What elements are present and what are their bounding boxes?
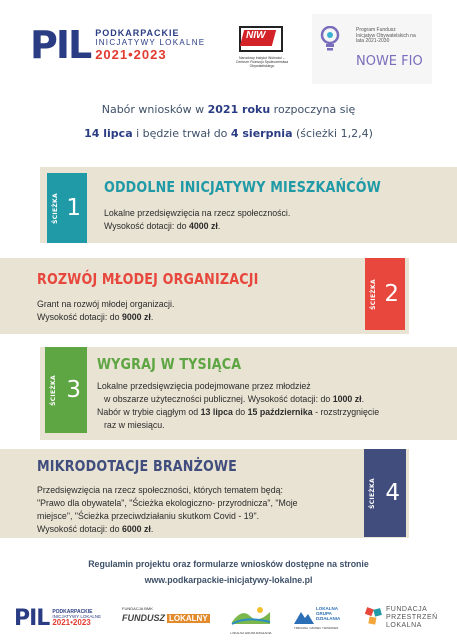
landscape-icon <box>230 604 272 626</box>
section-1-title: ODDOLNE INICJATYWY MIESZKAŃCÓW <box>104 178 381 196</box>
section-2-title: ROZWÓJ MŁODEJ ORGANIZACJI <box>37 270 259 288</box>
sponsor-fundusz-lokalny-logo: FUNDACJA BMK FUNDUSZ LOKALNY <box>122 606 208 623</box>
sponsor-lokalna-grupa-logo: LOKALNA GRUPA DZIAŁANIA TRZCIANA, CZUDEC I WIŚNIOWA <box>294 606 341 630</box>
niw-logo <box>232 24 292 68</box>
intro-text <box>0 98 457 146</box>
section-2-desc: Grant na rozwój młodej organizacji. Wysokość dotacji: do 9000 zł. <box>37 299 175 322</box>
sponsor-pil-logo: PIL PODKARPACKIE INICJATYWY LOKALNE 2021•2023 <box>14 606 102 631</box>
intro-line2: 14 lipca i będzie trwał do 4 sierpnia (ścieżki 1,2,4) <box>84 127 373 140</box>
website-link[interactable]: www.podkarpackie-inicjatywy-lokalne.pl <box>144 575 313 585</box>
section-3-title: WYGRAJ W TYSIĄCA <box>97 355 242 373</box>
path-badge-4: ŚCIEŻKA 4 <box>364 449 406 537</box>
lightbulb-icon <box>320 26 340 52</box>
niw-text: NIW <box>246 30 266 41</box>
pil-letters: PIL <box>30 23 91 67</box>
pil-line2: INICJATYWY LOKALNE <box>95 38 206 47</box>
sponsor-lgd-logo: LOKALNA GRUPA DZIAŁANIA <box>230 604 272 634</box>
path-badge-3: ŚCIEŻKA 3 <box>45 347 87 433</box>
sponsor-fundacja-przestrzen-logo: FUNDACJA PRZESTRZEŃ LOKALNA <box>364 602 444 634</box>
header-logos <box>0 0 457 96</box>
section-1-desc: Lokalne przedsięwzięcia na rzecz społeczności. Wysokość dotacji: do 4000 zł. <box>104 208 291 231</box>
nowe-fio-logo <box>312 14 432 84</box>
section-4-title: MIKRODOTACJE BRANŻOWE <box>37 457 237 475</box>
fio-program-text: Program Fundusz Inicjatyw Obywatelskich na lata 2021-2030 <box>356 27 416 44</box>
path-badge-2: ŚCIEŻKA 2 <box>365 258 405 330</box>
intro-line1: Nabór wniosków w 2021 roku rozpoczyna się <box>101 103 356 116</box>
pil-years: 2021•2023 <box>95 47 167 62</box>
fio-name: NOWE FIO <box>356 54 423 69</box>
niw-caption: Narodowy Instytut Wolności – Centrum Rozwoju Społeczeństwa Obywatelskiego <box>235 56 289 68</box>
footer-note: Regulamin projektu oraz formularze wniosków dostępne na stronie www.podkarpackie-inicjatywy-lokalne.pl <box>0 556 457 588</box>
mountains-icon <box>294 608 314 624</box>
pil-line1: PODKARPACKIE <box>95 28 180 38</box>
section-4-desc: Przedsięwzięcia na rzecz społeczności, których tematem będą: "Prawo dla obywatela", "Ścieżka ekologiczno- przyrodnicza", "Moje miejsce", "Ścieżka przeciwdziałaniu skutkom Covid - 19". Wysokość dotacji: do 6000 zł. <box>37 485 298 534</box>
pil-logo <box>30 23 206 67</box>
section-3-desc: Lokalne przedsięwzięcia podejmowane przez młodzież w obszarze użyteczności publicznej. Wysokość dotacji: do 1000 zł. Nabór w trybie ciągłym od 13 lipca do 15 października - rozstrzygnięcie raz w miesiącu. <box>97 381 380 430</box>
path-badge-1: ŚCIEŻKA 1 <box>47 173 87 243</box>
sponsor-logos <box>0 600 457 636</box>
fundacja-icon <box>364 606 384 626</box>
